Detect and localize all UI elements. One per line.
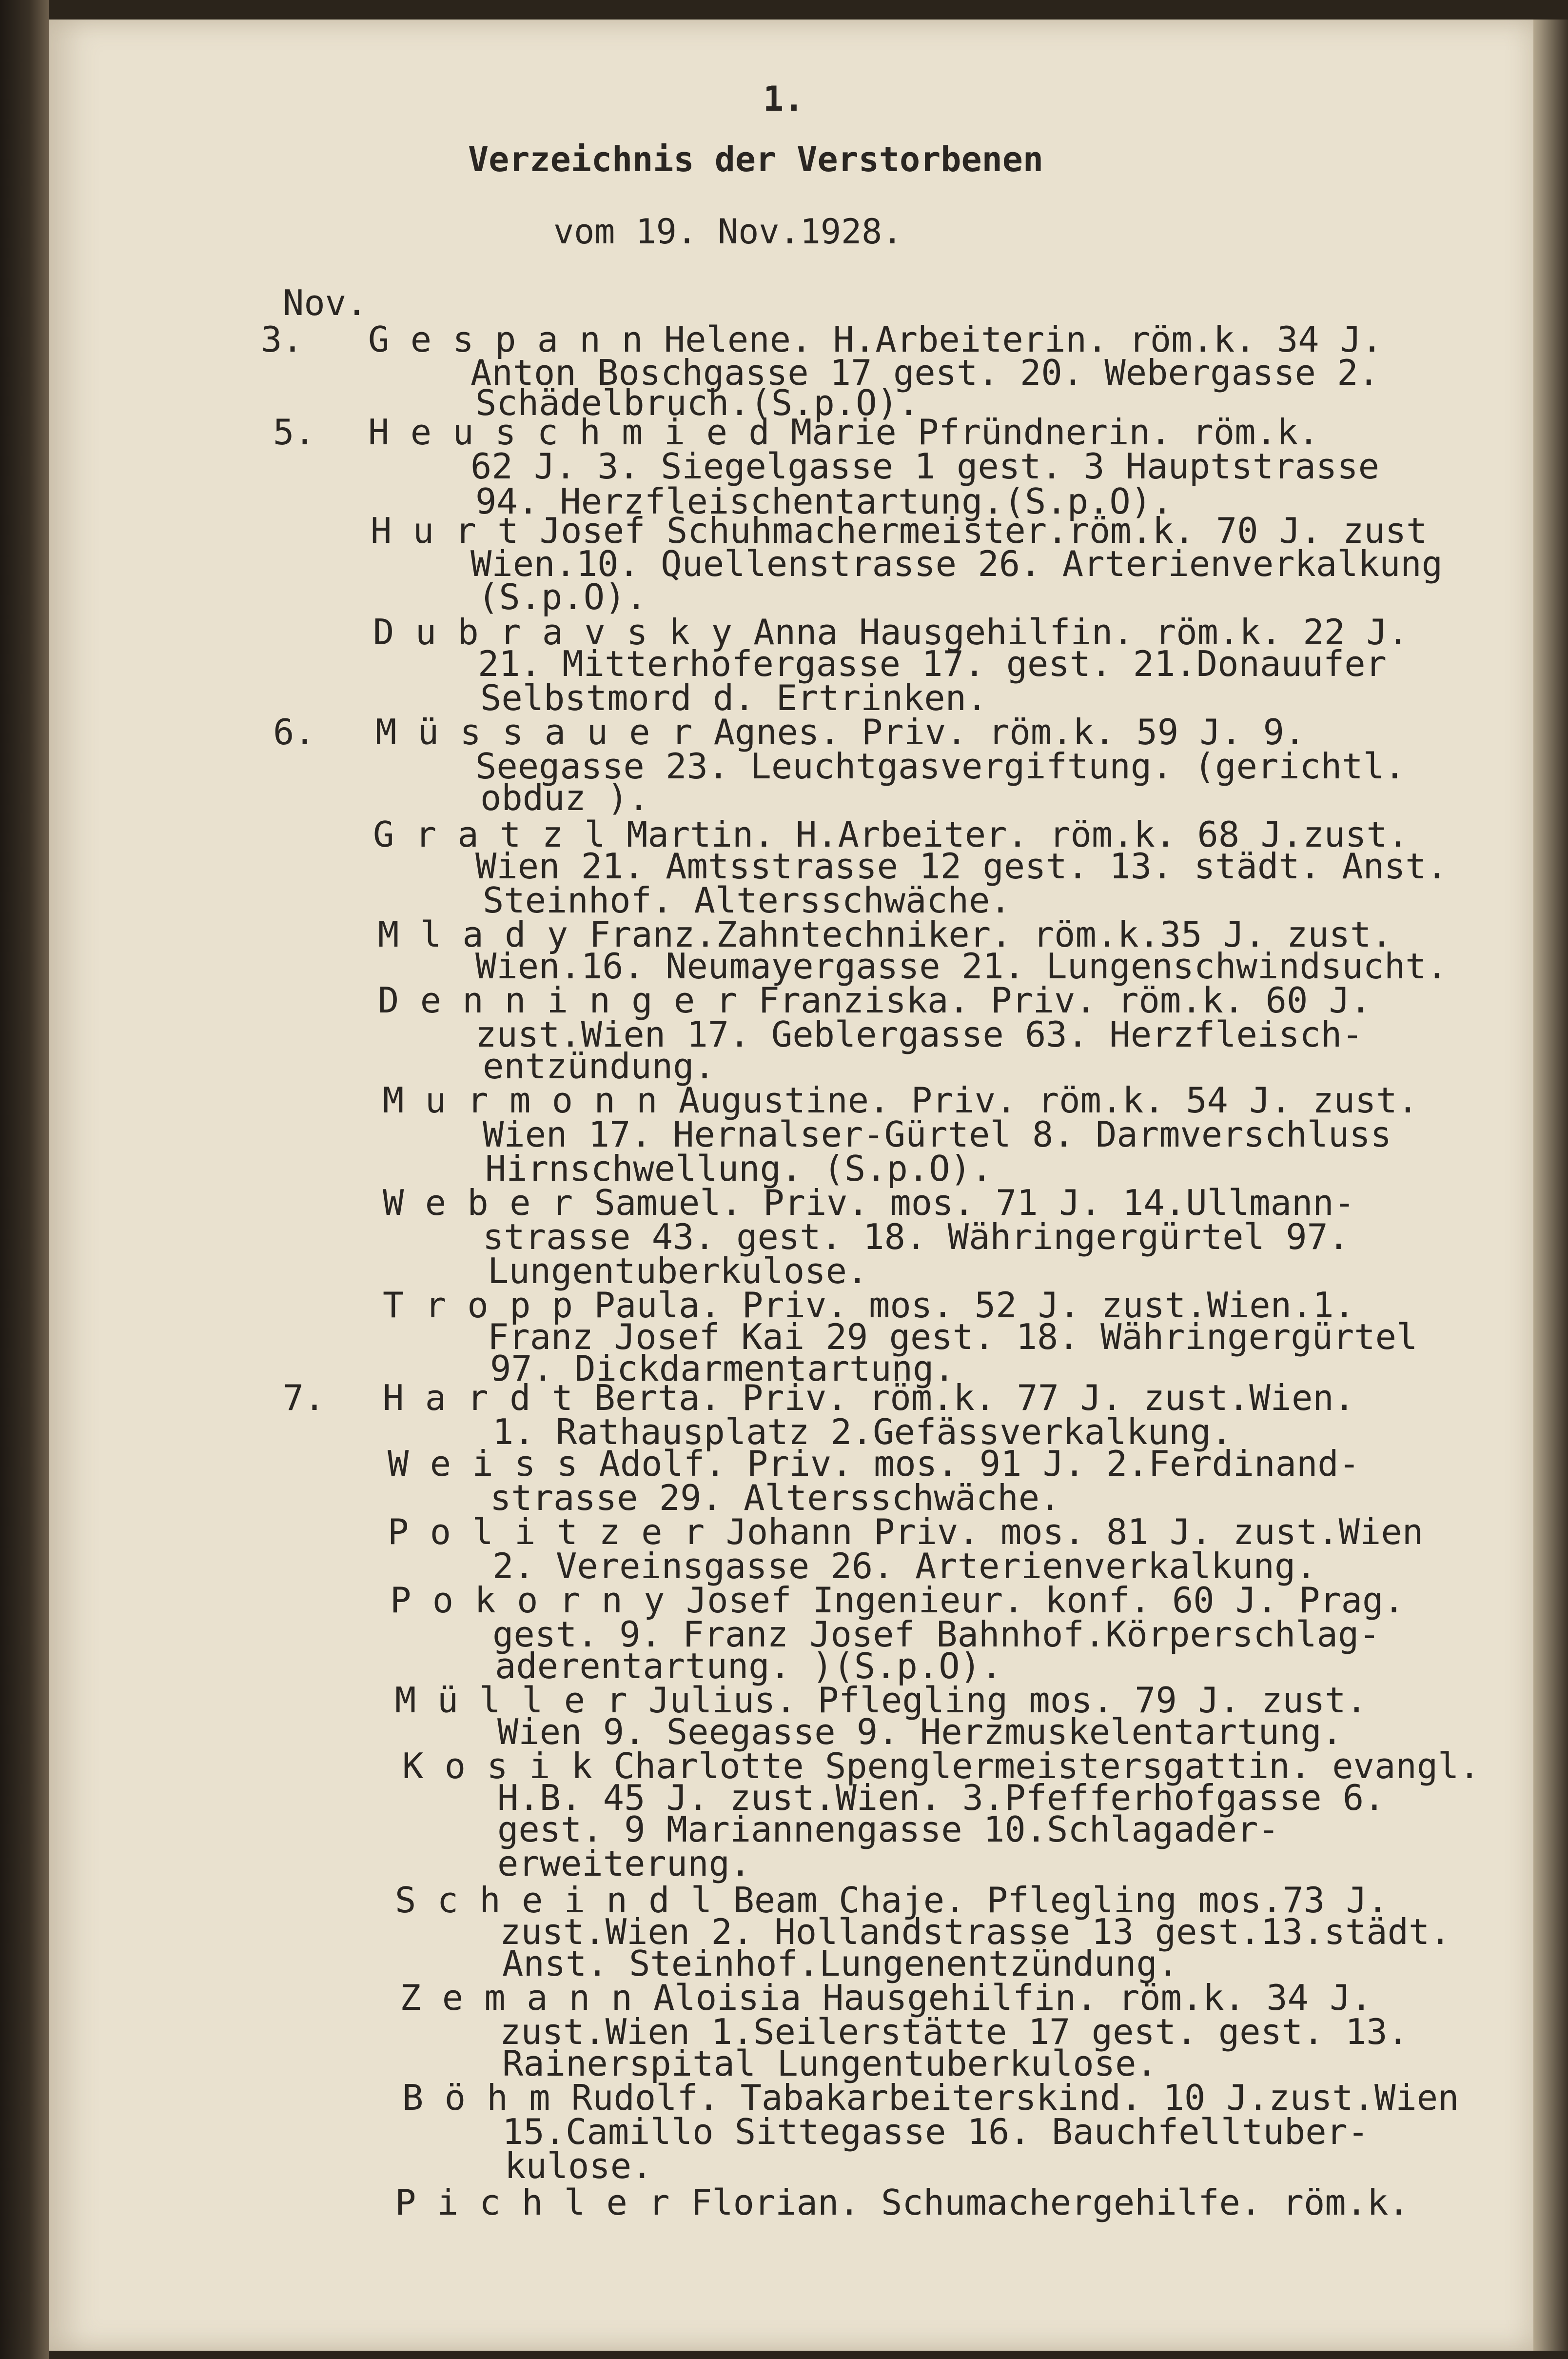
document-subtitle: vom 19. Nov.1928. [553,212,903,252]
register-line: zust.Wien 1.Seilerstätte 17 gest. gest. 13. [500,2011,1409,2052]
register-line: W e b e r Samuel. Priv. mos. 71 J. 14.Ullmann- [383,1182,1355,1223]
book-binding [0,0,49,2359]
register-line: M u r m o n n Augustine. Priv. röm.k. 54 J. zust. [383,1080,1419,1121]
register-line: zust.Wien 17. Geblergasse 63. Herzfleisch- [475,1014,1363,1055]
register-line: D e n n i n g e r Franziska. Priv. röm.k. 60 J. [378,980,1372,1021]
register-line: strasse 43. gest. 18. Währingergürtel 97. [483,1216,1350,1257]
register-line: Hirnschwellung. (S.p.O). [485,1148,993,1189]
register-line: Wien.16. Neumayergasse 21. Lungenschwindsucht. [475,946,1448,987]
register-line: entzündung. [483,1046,715,1087]
register-line: obduz ). [480,777,649,818]
register-line: gest. 9 Mariannengasse 10.Schlagader- [497,1809,1279,1850]
register-line: 97. Dickdarmentartung. [490,1348,955,1389]
day-marker: 5. [273,412,315,453]
register-line: H e u s c h m i e d Marie Pfründnerin. röm.k. [368,412,1319,453]
page-edge [1533,20,1568,2351]
day-marker: 3. [261,319,303,360]
register-line: Wien 21. Amtsstrasse 12 gest. 13. städt. Anst. [475,846,1448,887]
register-line: Wien 17. Hernalser-Gürtel 8. Darmverschluss [483,1114,1392,1155]
register-line: S c h e i n d l Beam Chaje. Pflegling mos.73 J. [395,1880,1389,1921]
register-line: Franz Josef Kai 29 gest. 18. Währingergürtel [488,1316,1418,1357]
register-line: W e i s s Adolf. Priv. mos. 91 J. 2.Ferdinand- [388,1443,1360,1484]
day-marker: 6. [273,712,315,753]
register-line: strasse 29. Altersschwäche. [490,1477,1061,1518]
register-line: P o l i t z e r Johann Priv. mos. 81 J. zust.Wien [388,1511,1424,1552]
register-line: H a r d t Berta. Priv. röm.k. 77 J. zust.Wien. [383,1377,1355,1418]
register-line: Schädelbruch.(S.p.O). [475,382,920,423]
register-line: 1. Rathausplatz 2.Gefässverkalkung. [492,1411,1233,1452]
register-line: (S.p.O). [478,576,647,617]
register-line: T r o p p Paula. Priv. mos. 52 J. zust.Wien.1. [383,1285,1355,1326]
register-line: 15.Camillo Sittegasse 16. Bauchfelltuber- [502,2111,1369,2152]
register-line: 94. Herzfleischentartung.(S.p.O). [475,481,1173,522]
register-line: aderentartung. )(S.p.O). [495,1645,1002,1686]
register-line: Anton Boschgasse 17 gest. 20. Webergasse 2. [470,352,1379,393]
register-line: G e s p a n n Helene. H.Arbeiterin. röm.k. 34 J. [368,319,1383,360]
register-line: H.B. 45 J. zust.Wien. 3.Pfefferhofgasse 6. [497,1777,1385,1818]
register-line: Steinhof. Altersschwäche. [483,880,1011,921]
register-line: Wien 9. Seegasse 9. Herzmuskelentartung. [497,1711,1343,1752]
register-line: kulose. [505,2145,653,2186]
month-label: Nov. [283,282,368,323]
register-line: Wien.10. Quellenstrasse 26. Arterienverkalkung [470,543,1443,584]
register-line: Rainerspital Lungentuberkulose. [502,2043,1157,2084]
page-number: 1. [763,79,804,119]
register-line: P o k o r n y Josef Ingenieur. konf. 60 J. Prag. [390,1580,1405,1621]
register-line: 21. Mitterhofergasse 17. gest. 21.Donauufer [478,643,1387,684]
register-line: D u b r a v s k y Anna Hausgehilfin. röm.k. 22 J. [373,612,1409,653]
register-line: Selbstmord d. Ertrinken. [480,677,988,718]
register-line: erweiterung. [497,1843,751,1884]
day-marker: 7. [283,1377,325,1418]
register-line: H u r t Josef Schuhmachermeister.röm.k. 70 J. zust [371,510,1428,551]
register-line: gest. 9. Franz Josef Bahnhof.Körperschlag- [492,1614,1380,1655]
register-line: 2. Vereinsgasse 26. Arterienverkalkung. [492,1546,1317,1586]
register-line: Z e m a n n Aloisia Hausgehilfin. röm.k. 34 J. [400,1977,1372,2018]
register-line: M l a d y Franz.Zahntechniker. röm.k.35 J. zust. [378,914,1392,955]
register-line: zust.Wien 2. Hollandstrasse 13 gest.13.städt. [500,1911,1451,1952]
document-title: Verzeichnis der Verstorbenen [468,139,1044,179]
register-line: Lungentuberkulose. [488,1250,868,1291]
register-line: M ü s s a u e r Agnes. Priv. röm.k. 59 J. 9. [375,712,1306,753]
register-line: Seegasse 23. Leuchtgasvergiftung. (gerichtl. [475,746,1406,787]
register-line: M ü l l e r Julius. Pflegling mos. 79 J. zust. [395,1680,1367,1721]
register-line: B ö h m Rudolf. Tabakarbeiterskind. 10 J.zust.Wien [402,2077,1459,2118]
register-line: Anst. Steinhof.Lungenentzündung. [502,1943,1179,1984]
register-line: K o s i k Charlotte Spenglermeistersgattin. evangl. [402,1745,1480,1786]
register-line: P i c h l e r Florian. Schumachergehilfe. röm.k. [395,2182,1410,2223]
register-line: 62 J. 3. Siegelgasse 1 gest. 3 Hauptstrasse [470,446,1379,487]
register-line: G r a t z l Martin. H.Arbeiter. röm.k. 68 J.zust. [373,814,1409,855]
